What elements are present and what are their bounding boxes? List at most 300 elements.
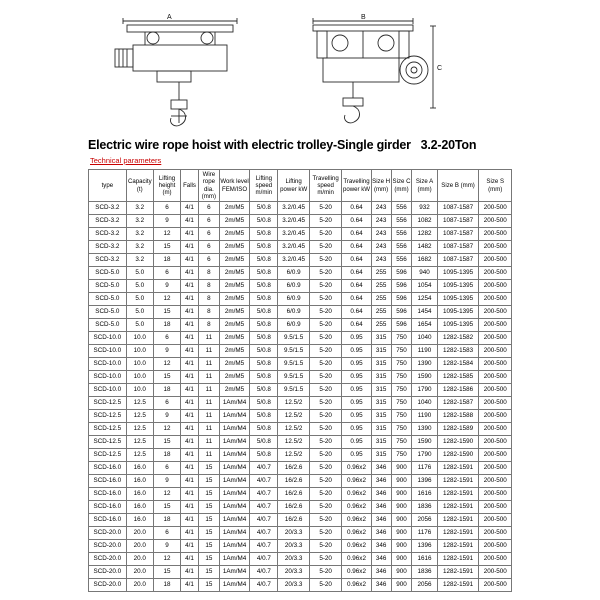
table-cell: 1282-1582: [437, 332, 479, 345]
table-cell: 4/1: [181, 514, 199, 527]
table-cell: 12.5: [126, 436, 153, 449]
table-cell: SCD-20.0: [89, 540, 127, 553]
table-cell: 1040: [412, 332, 437, 345]
table-cell: 1282-1591: [437, 579, 479, 592]
table-cell: SCD-16.0: [89, 475, 127, 488]
table-cell: 6/0.9: [278, 293, 309, 306]
table-cell: 1095-1395: [437, 293, 479, 306]
table-row: [89, 241, 512, 254]
table-row: [89, 215, 512, 228]
table-cell: 8: [198, 293, 219, 306]
table-cell: 11: [198, 410, 219, 423]
table-cell: 315: [371, 423, 391, 436]
table-cell: 15: [153, 241, 180, 254]
table-cell: 18: [153, 514, 180, 527]
column-header: Lifting height (m): [153, 170, 180, 202]
table-cell: 5.0: [126, 306, 153, 319]
table-cell: 1Am/M4: [219, 566, 249, 579]
table-cell: 20.0: [126, 527, 153, 540]
table-cell: 18: [153, 384, 180, 397]
table-cell: 1087-1587: [437, 228, 479, 241]
table-cell: 596: [391, 280, 412, 293]
column-header: Size S (mm): [479, 170, 512, 202]
table-row: [89, 423, 512, 436]
table-row: [89, 384, 512, 397]
dimension-label-c: C: [437, 65, 443, 72]
table-cell: 5/0.8: [250, 202, 278, 215]
column-header: Capacity (t): [126, 170, 153, 202]
table-cell: 11: [198, 397, 219, 410]
table-cell: 1087-1587: [437, 254, 479, 267]
table-cell: 5/0.8: [250, 397, 278, 410]
table-cell: 11: [198, 436, 219, 449]
table-cell: 4/1: [181, 540, 199, 553]
table-cell: 1282-1584: [437, 358, 479, 371]
table-cell: 200-500: [479, 553, 512, 566]
table-cell: 15: [198, 540, 219, 553]
table-cell: 15: [198, 579, 219, 592]
table-cell: 1095-1395: [437, 306, 479, 319]
table-cell: 2m/M5: [219, 267, 249, 280]
table-row: [89, 371, 512, 384]
table-cell: 6: [153, 462, 180, 475]
table-row: [89, 410, 512, 423]
column-header: type: [89, 170, 127, 202]
table-cell: 10.0: [126, 371, 153, 384]
table-cell: 2m/M5: [219, 345, 249, 358]
table-cell: 2m/M5: [219, 358, 249, 371]
table-cell: 1054: [412, 280, 437, 293]
table-cell: SCD-16.0: [89, 514, 127, 527]
dimension-label-a: A: [167, 14, 172, 21]
table-cell: SCD-5.0: [89, 293, 127, 306]
table-cell: 4/1: [181, 397, 199, 410]
table-cell: 315: [371, 397, 391, 410]
table-cell: 596: [391, 293, 412, 306]
table-cell: 1454: [412, 306, 437, 319]
table-cell: 0.96x2: [342, 514, 371, 527]
table-cell: 12: [153, 228, 180, 241]
table-cell: 1Am/M4: [219, 423, 249, 436]
table-cell: 5/0.8: [250, 267, 278, 280]
table-cell: 5/0.8: [250, 332, 278, 345]
table-cell: 0.96x2: [342, 488, 371, 501]
table-cell: SCD-12.5: [89, 449, 127, 462]
table-cell: 2m/M5: [219, 319, 249, 332]
table-cell: 556: [391, 215, 412, 228]
table-cell: 4/1: [181, 293, 199, 306]
table-row: [89, 579, 512, 592]
table-cell: 1282-1591: [437, 540, 479, 553]
table-cell: 4/1: [181, 579, 199, 592]
table-row: [89, 280, 512, 293]
table-cell: 15: [198, 475, 219, 488]
table-cell: 255: [371, 280, 391, 293]
table-cell: 15: [198, 566, 219, 579]
table-cell: SCD-12.5: [89, 397, 127, 410]
table-cell: 1616: [412, 553, 437, 566]
table-cell: 200-500: [479, 241, 512, 254]
table-cell: 2m/M5: [219, 254, 249, 267]
table-row: [89, 488, 512, 501]
table-cell: 5/0.8: [250, 241, 278, 254]
table-cell: 1836: [412, 501, 437, 514]
table-cell: 3.2/0.45: [278, 228, 309, 241]
table-cell: 5-20: [309, 215, 341, 228]
table-cell: 346: [371, 579, 391, 592]
table-cell: 243: [371, 241, 391, 254]
table-cell: 6: [198, 202, 219, 215]
table-cell: 5/0.8: [250, 345, 278, 358]
table-cell: 5/0.8: [250, 228, 278, 241]
table-cell: 556: [391, 254, 412, 267]
table-cell: 1Am/M4: [219, 449, 249, 462]
table-cell: 15: [153, 566, 180, 579]
table-cell: 1282-1591: [437, 566, 479, 579]
column-header: Size A (mm): [412, 170, 437, 202]
table-cell: 6: [153, 332, 180, 345]
table-cell: 200-500: [479, 267, 512, 280]
table-cell: 0.64: [342, 241, 371, 254]
table-row: [89, 358, 512, 371]
table-cell: 1396: [412, 475, 437, 488]
table-cell: 900: [391, 488, 412, 501]
table-cell: 9.5/1.5: [278, 345, 309, 358]
table-cell: 5-20: [309, 449, 341, 462]
table-cell: 4/1: [181, 202, 199, 215]
hoist-side-view-drawing: [105, 12, 255, 136]
table-cell: SCD-12.5: [89, 436, 127, 449]
table-cell: 1282-1591: [437, 488, 479, 501]
table-cell: 10.0: [126, 358, 153, 371]
table-cell: 1282-1587: [437, 397, 479, 410]
table-cell: 900: [391, 527, 412, 540]
table-cell: 596: [391, 306, 412, 319]
table-cell: 900: [391, 462, 412, 475]
table-cell: 1Am/M4: [219, 462, 249, 475]
table-cell: 4/1: [181, 410, 199, 423]
table-cell: 346: [371, 553, 391, 566]
table-cell: 4/1: [181, 319, 199, 332]
table-cell: 0.95: [342, 449, 371, 462]
table-cell: 1095-1395: [437, 267, 479, 280]
table-cell: 1616: [412, 488, 437, 501]
table-cell: 1282-1589: [437, 423, 479, 436]
table-cell: 5-20: [309, 540, 341, 553]
table-cell: 18: [153, 319, 180, 332]
table-cell: 5-20: [309, 384, 341, 397]
table-cell: 5/0.8: [250, 319, 278, 332]
table-cell: 750: [391, 371, 412, 384]
table-cell: 556: [391, 202, 412, 215]
table-cell: 200-500: [479, 501, 512, 514]
table-cell: 4/1: [181, 280, 199, 293]
table-cell: 1790: [412, 449, 437, 462]
table-cell: 2m/M5: [219, 306, 249, 319]
table-cell: 900: [391, 579, 412, 592]
table-cell: 20/3.3: [278, 553, 309, 566]
table-cell: 1040: [412, 397, 437, 410]
table-cell: 1087-1587: [437, 215, 479, 228]
table-cell: 4/1: [181, 527, 199, 540]
table-cell: 1Am/M4: [219, 540, 249, 553]
table-cell: SCD-20.0: [89, 527, 127, 540]
table-cell: 5-20: [309, 410, 341, 423]
table-cell: 9: [153, 475, 180, 488]
table-cell: 0.95: [342, 371, 371, 384]
table-cell: 11: [198, 345, 219, 358]
table-cell: 900: [391, 501, 412, 514]
column-header: Size C (mm): [391, 170, 412, 202]
table-cell: 0.96x2: [342, 527, 371, 540]
table-cell: 1Am/M4: [219, 436, 249, 449]
table-cell: 4/1: [181, 345, 199, 358]
table-cell: 1282-1590: [437, 436, 479, 449]
table-cell: 5-20: [309, 488, 341, 501]
table-cell: 6: [153, 397, 180, 410]
table-cell: 5-20: [309, 267, 341, 280]
table-cell: 2056: [412, 514, 437, 527]
table-cell: 1087-1587: [437, 241, 479, 254]
page-title: Electric wire rope hoist with electric trolley-Single girder 3.2-20Ton: [88, 138, 477, 152]
table-cell: 5-20: [309, 501, 341, 514]
table-cell: 5-20: [309, 280, 341, 293]
table-cell: 2m/M5: [219, 384, 249, 397]
table-cell: 5-20: [309, 527, 341, 540]
table-cell: 5/0.8: [250, 423, 278, 436]
table-cell: 1836: [412, 566, 437, 579]
table-cell: SCD-16.0: [89, 488, 127, 501]
table-cell: 315: [371, 384, 391, 397]
table-cell: 750: [391, 449, 412, 462]
table-cell: 900: [391, 566, 412, 579]
table-cell: 0.95: [342, 410, 371, 423]
table-cell: 1190: [412, 345, 437, 358]
table-cell: 3.2: [126, 241, 153, 254]
table-cell: 1396: [412, 540, 437, 553]
table-cell: SCD-20.0: [89, 579, 127, 592]
table-cell: 2m/M5: [219, 202, 249, 215]
table-cell: 1282-1591: [437, 527, 479, 540]
table-cell: 200-500: [479, 384, 512, 397]
table-cell: 2m/M5: [219, 371, 249, 384]
table-cell: 200-500: [479, 358, 512, 371]
table-cell: 0.64: [342, 293, 371, 306]
table-cell: 750: [391, 423, 412, 436]
table-header-row: [89, 170, 512, 202]
table-cell: 0.64: [342, 202, 371, 215]
table-cell: 1282-1591: [437, 514, 479, 527]
table-cell: 4/1: [181, 462, 199, 475]
table-cell: 18: [153, 449, 180, 462]
table-cell: 1095-1395: [437, 319, 479, 332]
table-cell: 8: [198, 280, 219, 293]
table-cell: 1087-1587: [437, 202, 479, 215]
table-cell: 5-20: [309, 397, 341, 410]
table-cell: 9: [153, 540, 180, 553]
column-header: Lifting speed m/min: [250, 170, 278, 202]
table-cell: 315: [371, 436, 391, 449]
column-header: Lifting power kW: [278, 170, 309, 202]
table-cell: 750: [391, 436, 412, 449]
table-cell: 5/0.8: [250, 254, 278, 267]
table-row: [89, 475, 512, 488]
table-cell: 200-500: [479, 436, 512, 449]
table-cell: 3.2/0.45: [278, 215, 309, 228]
table-cell: 1282-1591: [437, 553, 479, 566]
table-cell: 5/0.8: [250, 384, 278, 397]
column-header: Falls: [181, 170, 199, 202]
table-cell: 3.2/0.45: [278, 202, 309, 215]
table-cell: 200-500: [479, 306, 512, 319]
table-cell: SCD-5.0: [89, 280, 127, 293]
table-cell: 5-20: [309, 293, 341, 306]
table-cell: SCD-20.0: [89, 553, 127, 566]
table-cell: 200-500: [479, 293, 512, 306]
table-cell: 200-500: [479, 319, 512, 332]
table-cell: 1082: [412, 215, 437, 228]
column-header: Wire rope dia. (mm): [198, 170, 219, 202]
table-cell: 4/1: [181, 501, 199, 514]
table-cell: 1282-1586: [437, 384, 479, 397]
table-cell: 200-500: [479, 449, 512, 462]
technical-drawings: [105, 12, 465, 138]
table-cell: 20/3.3: [278, 540, 309, 553]
table-cell: 5-20: [309, 241, 341, 254]
table-cell: 6: [198, 228, 219, 241]
table-cell: 4/1: [181, 358, 199, 371]
table-row: [89, 397, 512, 410]
table-cell: 1682: [412, 254, 437, 267]
table-cell: 16.0: [126, 514, 153, 527]
table-cell: 346: [371, 566, 391, 579]
table-cell: 5/0.8: [250, 449, 278, 462]
table-cell: 5-20: [309, 553, 341, 566]
table-cell: 346: [371, 540, 391, 553]
table-cell: 596: [391, 319, 412, 332]
table-cell: 6: [153, 202, 180, 215]
table-cell: 6: [198, 241, 219, 254]
table-cell: 20.0: [126, 579, 153, 592]
table-cell: 2056: [412, 579, 437, 592]
table-cell: 9.5/1.5: [278, 384, 309, 397]
table-cell: 200-500: [479, 410, 512, 423]
table-cell: 1282: [412, 228, 437, 241]
table-row: [89, 254, 512, 267]
table-cell: 243: [371, 254, 391, 267]
table-cell: 0.96x2: [342, 475, 371, 488]
table-cell: SCD-16.0: [89, 501, 127, 514]
table-cell: 1Am/M4: [219, 397, 249, 410]
table-cell: 200-500: [479, 397, 512, 410]
table-cell: 5-20: [309, 475, 341, 488]
table-cell: 200-500: [479, 215, 512, 228]
table-cell: 5-20: [309, 358, 341, 371]
table-cell: 4/1: [181, 306, 199, 319]
table-cell: 0.96x2: [342, 540, 371, 553]
table-cell: 15: [153, 436, 180, 449]
table-cell: 0.64: [342, 215, 371, 228]
table-row: [89, 553, 512, 566]
table-cell: 5-20: [309, 579, 341, 592]
table-cell: SCD-10.0: [89, 345, 127, 358]
table-cell: 3.2: [126, 202, 153, 215]
table-cell: 0.95: [342, 397, 371, 410]
table-cell: 12: [153, 358, 180, 371]
table-cell: 4/1: [181, 553, 199, 566]
dimension-label-b: B: [361, 14, 366, 21]
table-cell: 556: [391, 241, 412, 254]
table-cell: 9.5/1.5: [278, 358, 309, 371]
table-cell: 16.0: [126, 501, 153, 514]
table-row: [89, 449, 512, 462]
table-cell: 4/0.7: [250, 475, 278, 488]
table-cell: 1590: [412, 371, 437, 384]
table-cell: 11: [198, 384, 219, 397]
table-cell: 11: [198, 423, 219, 436]
table-cell: 750: [391, 345, 412, 358]
table-cell: 200-500: [479, 423, 512, 436]
table-cell: 12.5: [126, 410, 153, 423]
table-cell: 1Am/M4: [219, 488, 249, 501]
table-cell: 15: [153, 371, 180, 384]
table-row: [89, 540, 512, 553]
table-cell: 0.95: [342, 332, 371, 345]
table-row: [89, 514, 512, 527]
hoist-end-view-drawing: [283, 12, 445, 132]
table-cell: 0.95: [342, 384, 371, 397]
table-cell: 8: [198, 306, 219, 319]
table-cell: 20/3.3: [278, 527, 309, 540]
table-cell: 20/3.3: [278, 566, 309, 579]
table-cell: 1254: [412, 293, 437, 306]
table-cell: 1390: [412, 358, 437, 371]
table-cell: 5.0: [126, 319, 153, 332]
table-cell: 12: [153, 423, 180, 436]
table-cell: 4/1: [181, 267, 199, 280]
table-cell: 2m/M5: [219, 332, 249, 345]
table-cell: 255: [371, 267, 391, 280]
table-cell: 4/0.7: [250, 553, 278, 566]
table-cell: 5/0.8: [250, 280, 278, 293]
table-cell: 2m/M5: [219, 241, 249, 254]
table-cell: 4/1: [181, 423, 199, 436]
table-cell: 2m/M5: [219, 293, 249, 306]
table-cell: 2m/M5: [219, 228, 249, 241]
column-header: Travelling power kW: [342, 170, 371, 202]
table-cell: SCD-3.2: [89, 202, 127, 215]
table-cell: 0.64: [342, 228, 371, 241]
table-cell: 4/1: [181, 488, 199, 501]
table-row: [89, 228, 512, 241]
table-cell: 4/1: [181, 215, 199, 228]
table-cell: 315: [371, 345, 391, 358]
table-cell: 5/0.8: [250, 358, 278, 371]
table-cell: 5.0: [126, 267, 153, 280]
table-cell: 5-20: [309, 423, 341, 436]
table-cell: 1Am/M4: [219, 410, 249, 423]
table-cell: 1Am/M4: [219, 553, 249, 566]
table-cell: 1790: [412, 384, 437, 397]
table-cell: SCD-10.0: [89, 332, 127, 345]
table-cell: 346: [371, 462, 391, 475]
table-cell: 12.5: [126, 423, 153, 436]
table-cell: 5-20: [309, 306, 341, 319]
table-cell: 5-20: [309, 371, 341, 384]
table-cell: 200-500: [479, 566, 512, 579]
table-cell: 3.2: [126, 228, 153, 241]
table-cell: 20.0: [126, 566, 153, 579]
